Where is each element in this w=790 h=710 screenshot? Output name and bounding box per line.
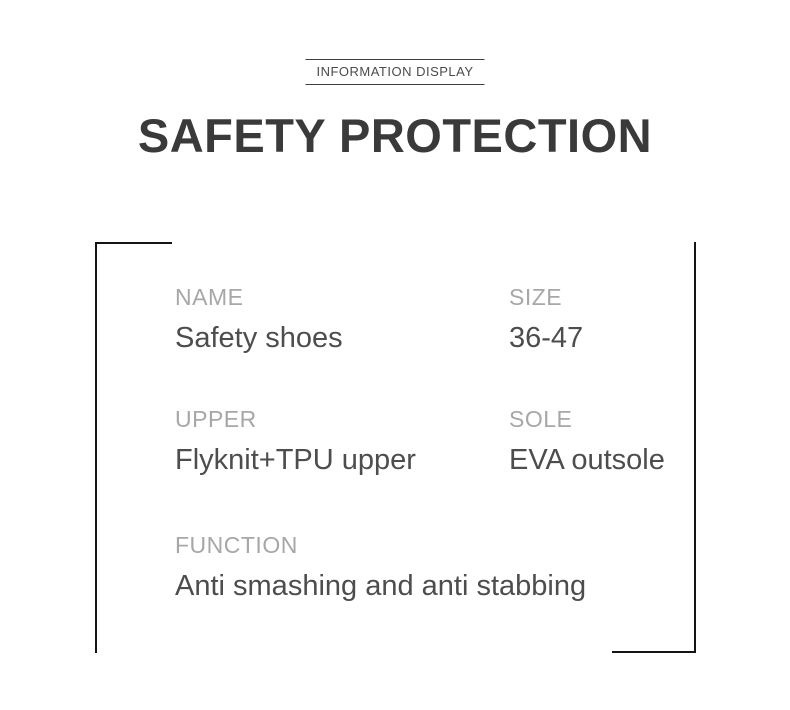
spec-label-upper: UPPER	[175, 406, 257, 432]
spec-value-sole: EVA outsole	[509, 444, 665, 476]
spec-value-upper: Flyknit+TPU upper	[175, 444, 416, 476]
frame-right-line	[694, 242, 696, 653]
spec-value-function: Anti smashing and anti stabbing	[175, 570, 587, 602]
spec-label-size: SIZE	[509, 284, 563, 310]
frame-bottom-line	[612, 651, 696, 653]
spec-label-sole: SOLE	[509, 406, 573, 432]
spec-label-function: FUNCTION	[175, 532, 298, 558]
section-eyebrow-label: INFORMATION DISPLAY	[305, 59, 484, 85]
spec-label-name: NAME	[175, 284, 244, 310]
frame-left-line	[95, 242, 97, 653]
spec-value-size: 36-47	[509, 322, 584, 354]
frame-top-line	[95, 242, 172, 244]
spec-value-name: Safety shoes	[175, 322, 343, 354]
page-title: SAFETY PROTECTION	[137, 109, 653, 162]
